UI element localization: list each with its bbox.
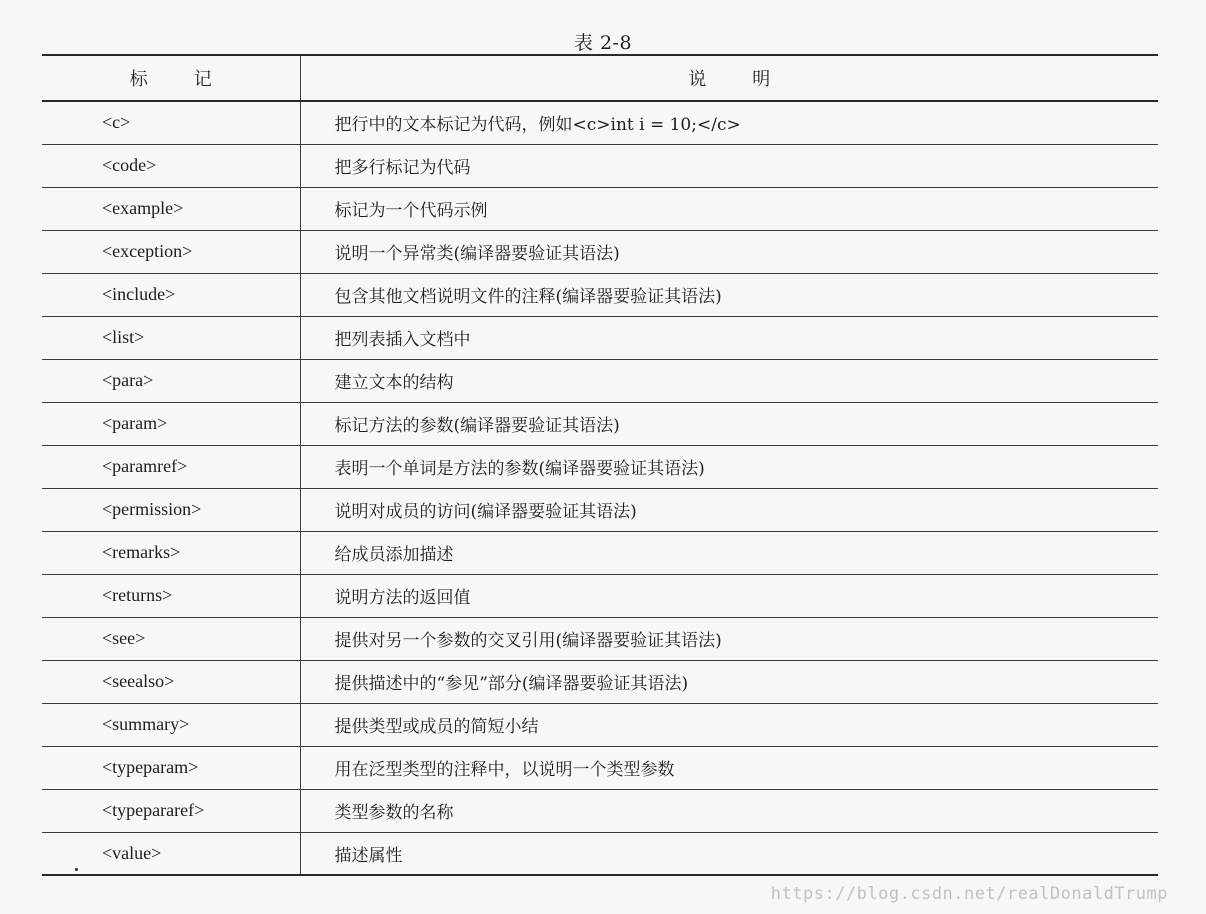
description-cell: 表明一个单词是方法的参数(编译器要验证其语法) bbox=[300, 445, 1158, 488]
table-row bbox=[42, 617, 1158, 660]
scan-speck bbox=[75, 868, 78, 871]
description-cell: 提供描述中的“参见”部分(编译器要验证其语法) bbox=[300, 660, 1158, 703]
tag-cell: <typepararef> bbox=[42, 789, 300, 832]
description-cell: 提供对另一个参数的交叉引用(编译器要验证其语法) bbox=[300, 617, 1158, 660]
tag-cell: <include> bbox=[42, 273, 300, 316]
description-cell: 把行中的文本标记为代码，例如<c>int i = 10;</c> bbox=[300, 101, 1158, 144]
tag-cell: <see> bbox=[42, 617, 300, 660]
table-header-row bbox=[42, 55, 1158, 101]
table-row bbox=[42, 187, 1158, 230]
description-cell: 把多行标记为代码 bbox=[300, 144, 1158, 187]
tag-cell: <summary> bbox=[42, 703, 300, 746]
header-description: 说明 bbox=[300, 55, 1158, 101]
table-row bbox=[42, 746, 1158, 789]
description-cell: 描述属性 bbox=[300, 832, 1158, 875]
tag-cell: <returns> bbox=[42, 574, 300, 617]
description-cell: 给成员添加描述 bbox=[300, 531, 1158, 574]
table-row bbox=[42, 574, 1158, 617]
xml-tag-table bbox=[42, 54, 1158, 876]
table-row bbox=[42, 445, 1158, 488]
description-cell: 提供类型或成员的简短小结 bbox=[300, 703, 1158, 746]
tag-cell: <seealso> bbox=[42, 660, 300, 703]
table-row bbox=[42, 101, 1158, 144]
description-cell: 包含其他文档说明文件的注释(编译器要验证其语法) bbox=[300, 273, 1158, 316]
description-cell: 说明一个异常类(编译器要验证其语法) bbox=[300, 230, 1158, 273]
table-row bbox=[42, 660, 1158, 703]
tag-cell: <para> bbox=[42, 359, 300, 402]
table-caption: 表 2-8 bbox=[573, 32, 633, 54]
table-row bbox=[42, 316, 1158, 359]
tag-cell: <paramref> bbox=[42, 445, 300, 488]
header-tag: 标记 bbox=[42, 55, 300, 101]
tag-cell: <code> bbox=[42, 144, 300, 187]
tag-cell: <exception> bbox=[42, 230, 300, 273]
description-cell: 标记为一个代码示例 bbox=[300, 187, 1158, 230]
tag-cell: <example> bbox=[42, 187, 300, 230]
table-row bbox=[42, 488, 1158, 531]
description-cell: 标记方法的参数(编译器要验证其语法) bbox=[300, 402, 1158, 445]
tag-cell: <value> bbox=[42, 832, 300, 875]
description-cell: 说明对成员的访问(编译器要验证其语法) bbox=[300, 488, 1158, 531]
table-row bbox=[42, 789, 1158, 832]
watermark-text: https://blog.csdn.net/realDonaldTrump bbox=[770, 884, 1168, 904]
description-cell: 用在泛型类型的注释中，以说明一个类型参数 bbox=[300, 746, 1158, 789]
description-cell: 类型参数的名称 bbox=[300, 789, 1158, 832]
table-row bbox=[42, 402, 1158, 445]
table-row bbox=[42, 832, 1158, 875]
description-cell: 建立文本的结构 bbox=[300, 359, 1158, 402]
tag-cell: <remarks> bbox=[42, 531, 300, 574]
tag-cell: <typeparam> bbox=[42, 746, 300, 789]
tag-cell: <param> bbox=[42, 402, 300, 445]
table-row bbox=[42, 703, 1158, 746]
table-row bbox=[42, 144, 1158, 187]
description-cell: 把列表插入文档中 bbox=[300, 316, 1158, 359]
table-row bbox=[42, 531, 1158, 574]
tag-cell: <list> bbox=[42, 316, 300, 359]
tag-cell: <c> bbox=[42, 101, 300, 144]
tag-cell: <permission> bbox=[42, 488, 300, 531]
table-row bbox=[42, 230, 1158, 273]
table-row bbox=[42, 273, 1158, 316]
table-row bbox=[42, 359, 1158, 402]
description-cell: 说明方法的返回值 bbox=[300, 574, 1158, 617]
